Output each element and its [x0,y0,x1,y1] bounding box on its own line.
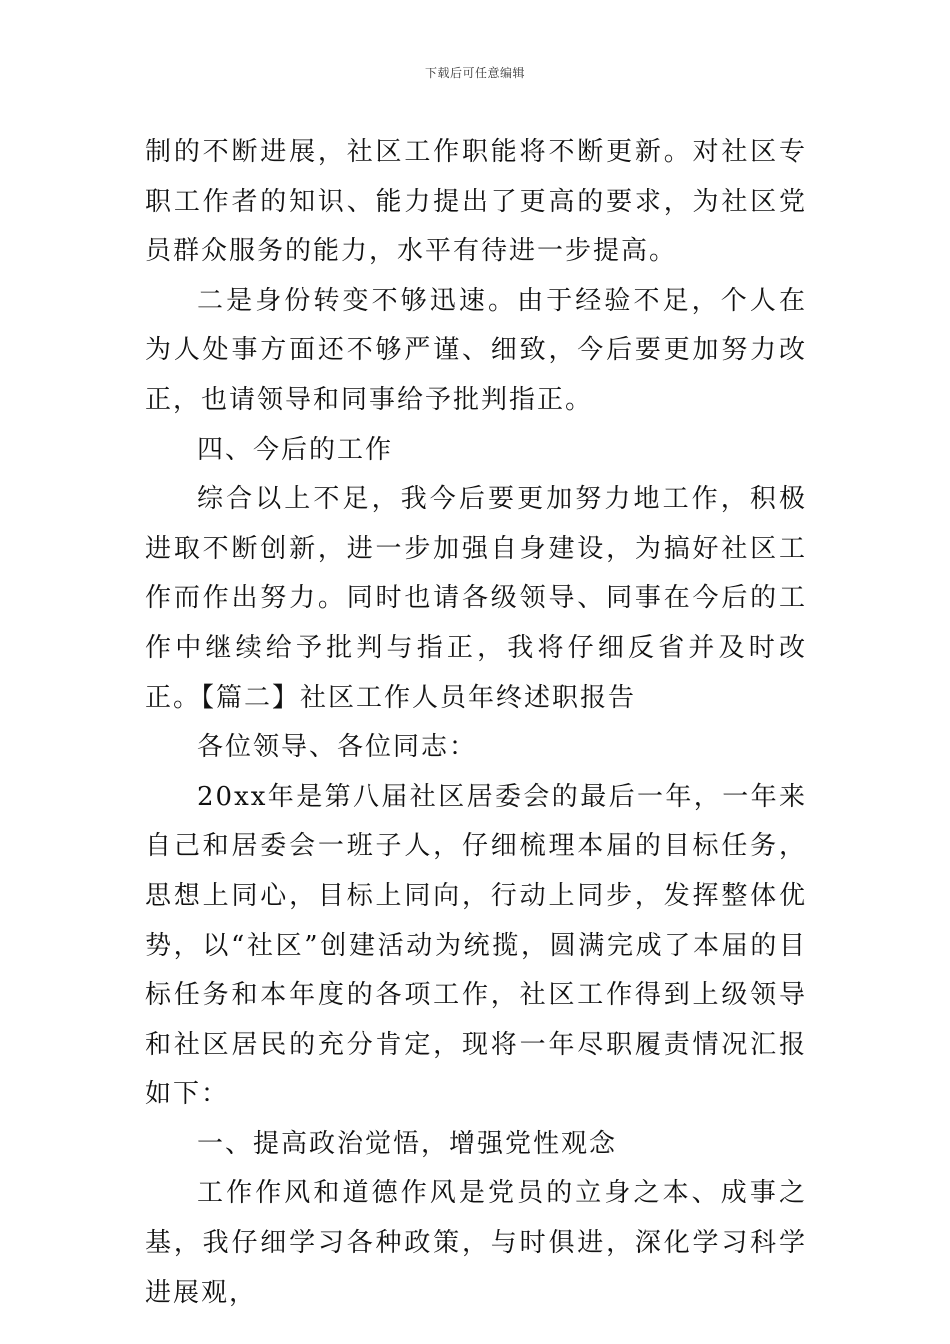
document-body [145,128,807,1318]
salutation: 各位领导、各位同志： [197,732,478,763]
paragraph: 20xx年是第八届社区居委会的最后一年，一年来自己和居委会一班子人，仔细梳理本届的目标任务，思想上同心，目标上同向，行动上同步，发挥整体优势，以“社区”创建活动为统揽，圆满完成了本届的目标任务和本年度的各项工作，社区工作得到上级领导和社区居民的充分肯定，现将一年尽职履责情况汇报如下： [145,781,807,1110]
paragraph: 综合以上不足，我今后要更加努力地工作，积极进取不断创新，进一步加强自身建设，为搞好社区工作而作出努力。同时也请各级领导、同事在今后的工作中继续给予批判与指正，我将仔细反省并及时改正。【篇二】社区工作人员年终述职报告 [145,484,807,713]
paragraph: 制的不断进展，社区工作职能将不断更新。对社区专职工作者的知识、能力提出了更高的要求，为社区党员群众服务的能力，水平有待进一步提高。 [145,137,807,267]
paragraph: 二是身份转变不够迅速。由于经验不足，个人在为人处事方面还不够严谨、细致，今后要更加努力改正，也请领导和同事给予批判指正。 [145,285,807,415]
paragraph: 工作作风和道德作风是党员的立身之本、成事之基，我仔细学习各种政策，与时俱进，深化学习科学进展观， [145,1178,807,1308]
page-header: 下载后可任意编辑 [424,66,525,80]
section-heading: 四、今后的工作 [197,434,394,465]
section-heading: 一、提高政治觉悟，增强党性观念 [197,1128,618,1159]
